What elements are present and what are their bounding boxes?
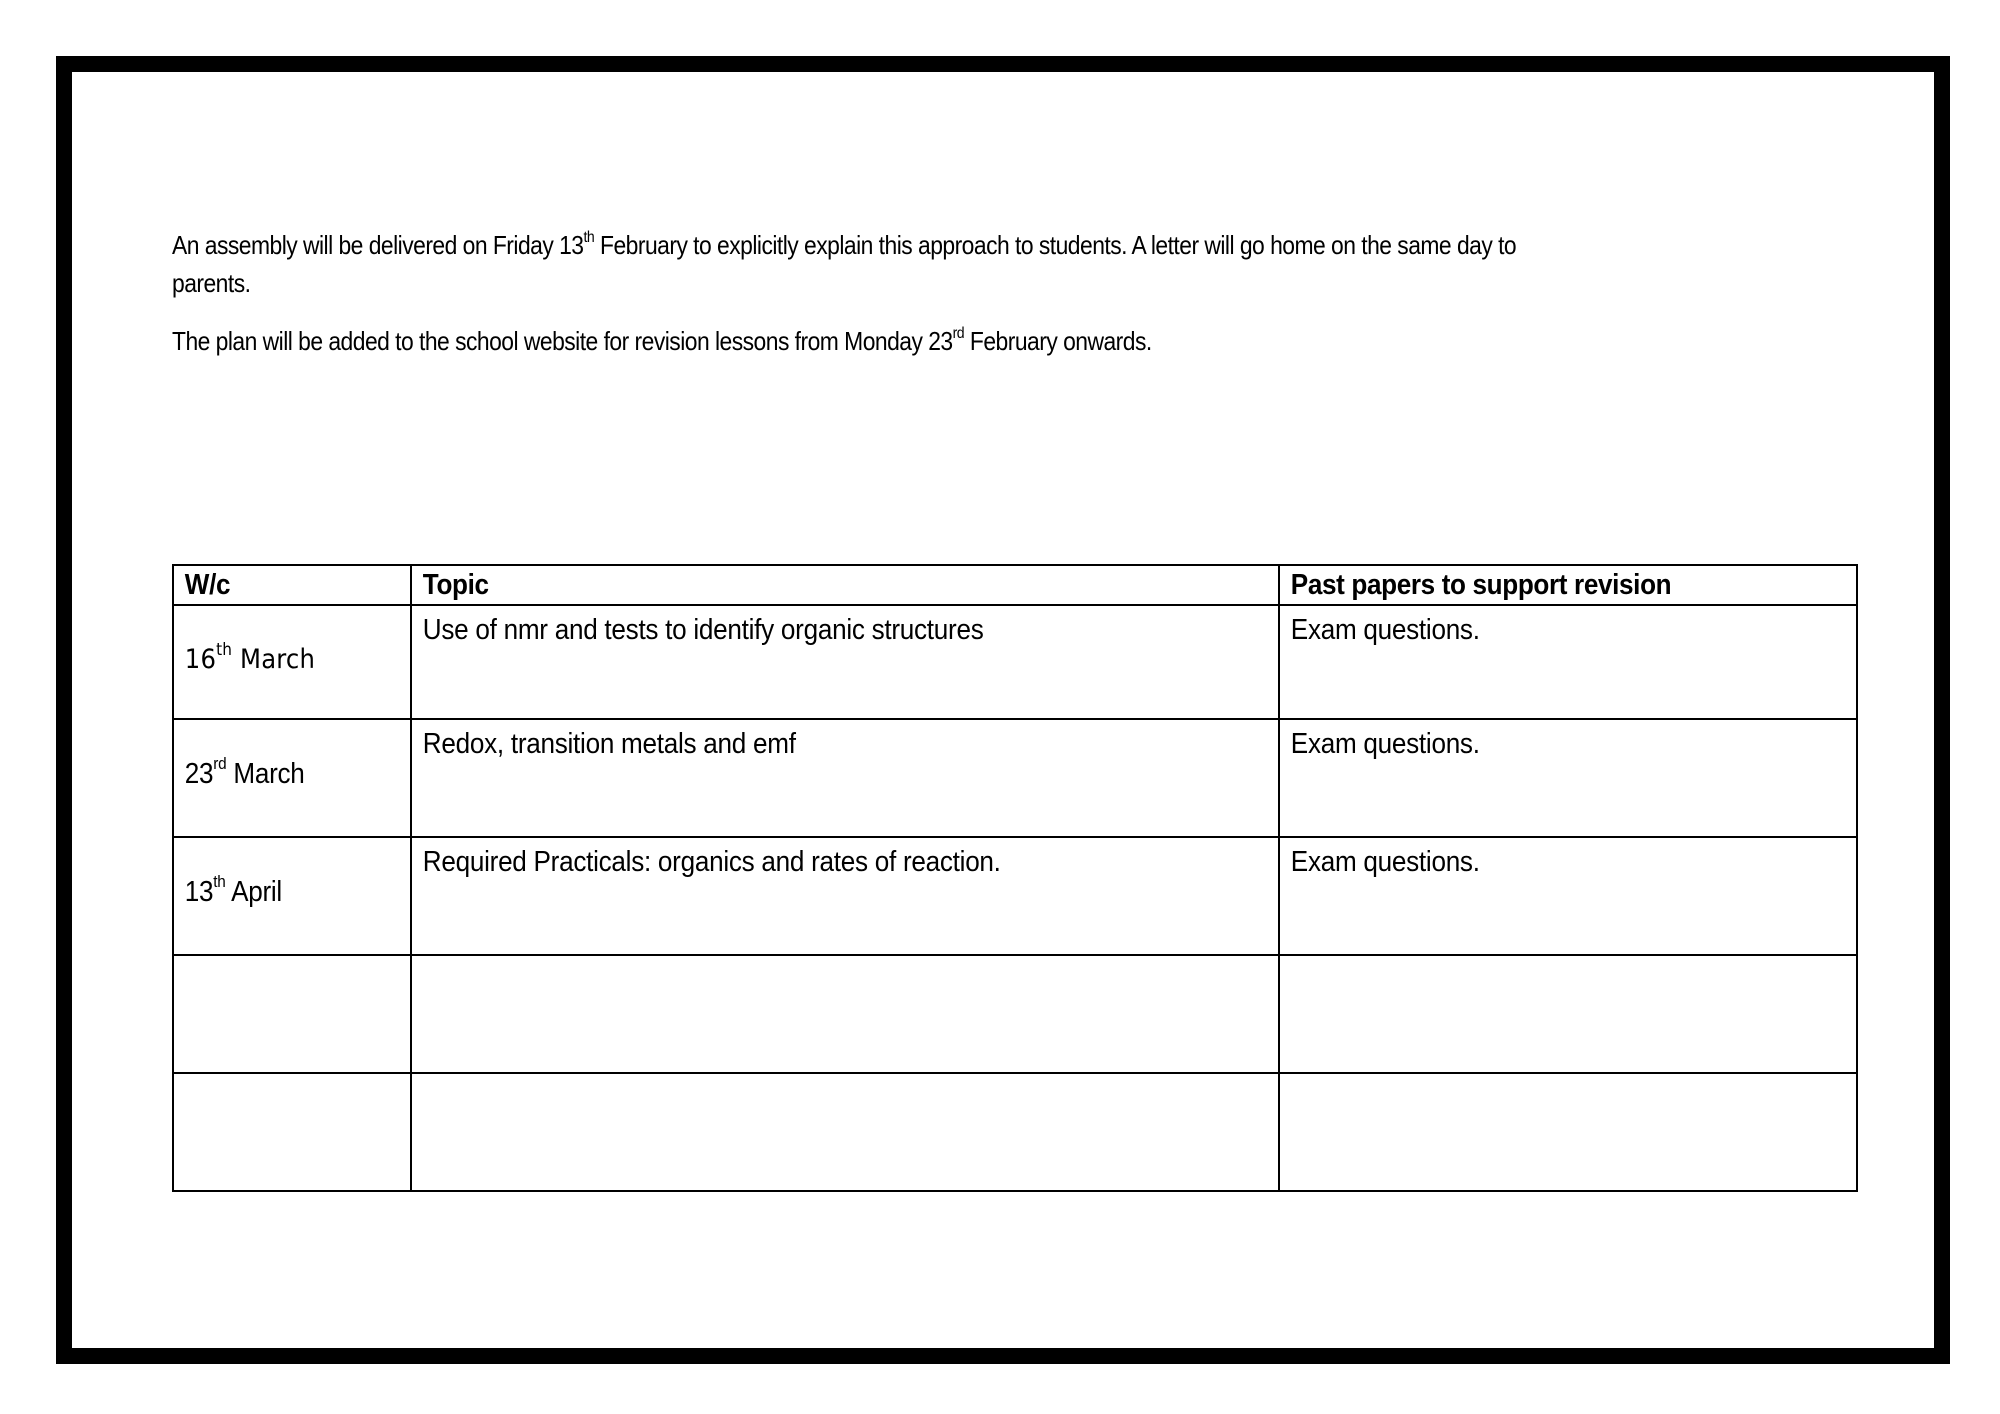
cell-wc: 13th April [173, 837, 411, 955]
header-wc: W/c [173, 565, 411, 605]
intro-text [172, 226, 1598, 380]
table-row [173, 605, 1857, 719]
cell-wc: 23rd March [173, 719, 411, 837]
cell-past-papers [1279, 1073, 1857, 1191]
revision-schedule-table [172, 564, 1858, 1192]
cell-wc [173, 955, 411, 1073]
cell-past-papers: Exam questions. [1279, 719, 1857, 837]
cell-past-papers: Exam questions. [1279, 837, 1857, 955]
cell-topic: Use of nmr and tests to identify organic structures [411, 605, 1279, 719]
intro-paragraph-website: The plan will be added to the school website for revision lessons from Monday 23rd February onwards. [172, 325, 1152, 356]
cell-past-papers: Exam questions. [1279, 605, 1857, 719]
cell-wc [173, 1073, 411, 1191]
cell-wc: 16th March [173, 605, 411, 719]
cell-topic: Redox, transition metals and emf [411, 719, 1279, 837]
header-topic: Topic [411, 565, 1279, 605]
cell-past-papers [1279, 955, 1857, 1073]
intro-paragraph-assembly: An assembly will be delivered on Friday 13th February to explicitly explain this approach to students. A letter will go home on the same day to parents. [172, 229, 1517, 298]
table-row [173, 719, 1857, 837]
cell-topic: Required Practicals: organics and rates of reaction. [411, 837, 1279, 955]
cell-topic [411, 1073, 1279, 1191]
table-row [173, 955, 1857, 1073]
cell-topic [411, 955, 1279, 1073]
table-row [173, 837, 1857, 955]
table-row [173, 1073, 1857, 1191]
table-header-row [173, 565, 1857, 605]
header-past-papers: Past papers to support revision [1279, 565, 1857, 605]
